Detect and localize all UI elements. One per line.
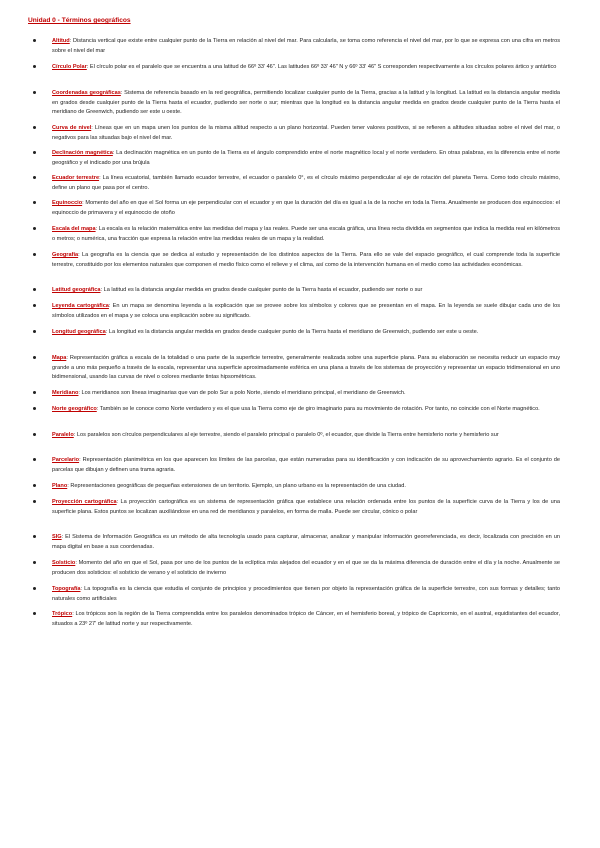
term-name: Declinación magnética <box>52 150 113 156</box>
term-definition: : Los trópicos son la región de la Tierra comprendida entre los paralelos denominados trópico de Cáncer, en el hemisferio boreal, y trópico de Capricornio, en el austral, equidistantes del ecuador, situados a 23º 27' de latitud norte y sur respectivamente. <box>52 611 560 627</box>
term-name: Coordenadas geográficas <box>52 90 121 96</box>
bullet-icon <box>33 356 36 359</box>
term-name: Plano <box>52 483 68 489</box>
term-definition: : Los paralelos son círculos perpendiculares al eje terrestre, siendo el paralelo principal o paralelo 0º, el ecuador, que divide la Tierra entre hemisferio norte y hemisferio sur <box>73 432 499 438</box>
term-definition: : El círculo polar es el paralelo que se encuentra a una latitud de 66º 33' 46". Las latitudes 66º 33' 46" N y 66º 33' 46" S corresponden respectivamente a los círculos polares ártico y antártico <box>86 64 557 70</box>
bullet-icon <box>33 587 36 590</box>
bullet-icon <box>33 612 36 615</box>
term-definition: : La topografía es la ciencia que estudia el conjunto de principios y procedimientos que tienen por objeto la representación gráfica de la superficie terrestre, con sus formas y detalles; tanto naturales como artificiales <box>52 586 560 602</box>
term-definition: : La declinación magnética en un punto de la Tierra es el ángulo comprendido entre el norte magnético local y el norte verdadero. En otras palabras, es la diferencia entre el norte geográfico y el indicado por una brújula <box>52 150 560 166</box>
term-paragraph <box>52 328 560 338</box>
term-paragraph <box>52 585 560 604</box>
bullet-icon <box>33 288 36 291</box>
term-definition: : La escala es la relación matemática entre las medidas del mapa y las reales. Puede ser una escala gráfica, una línea recta dividida en segmentos que indica la medida real en kilómetros o metros; o numérica, una fracción que expresa la relación entre las medidas reales de un mapa y la realidad. <box>52 226 560 242</box>
term-name: Norte geográfico <box>52 406 97 412</box>
term-name: Paralelo <box>52 432 74 438</box>
term-name: Curva de nivel <box>52 125 92 131</box>
bullet-icon <box>33 65 36 68</box>
term-name: Longitud geográfica <box>52 329 106 335</box>
bullet-icon <box>33 126 36 129</box>
bullet-icon <box>33 500 36 503</box>
bullet-icon <box>33 433 36 436</box>
term-definition: : La latitud es la distancia angular medida en grados desde cualquier punto de la Tierra hasta el ecuador, pudiendo ser norte o sur <box>100 287 423 293</box>
term-paragraph <box>52 124 560 143</box>
term-paragraph <box>52 610 560 629</box>
term-definition: : Representaciones geográficas de pequeñas extensiones de un territorio. Ejemplo, un plano urbano es la representación de una ciudad. <box>67 483 406 489</box>
term-definition: : Momento del año en que el Sol, pasa por uno de los puntos de la eclíptica más alejados del ecuador y en el que se da la máxima diferencia de duración entre el día y la noche. Anualmente se producen dos solsticios: el solsticio de verano y el solsticio de invierno <box>52 560 560 576</box>
term-name: Geografía <box>52 252 79 258</box>
term-name: Proyección cartográfica <box>52 499 117 505</box>
term-name: Ecuador terrestre <box>52 175 100 181</box>
term-definition: : Representación gráfica a escala de la totalidad o una parte de la superficie terrestre, generalmente realizada sobre una superficie plana. Para su elaboración se necesita reducir un espacio muy grande a uno más pequeño a través de la escala, representar una superficie aproximadamente esférica en una plana a través de los sistemas de proyección y representar un espacio tridimensional en uno bidimensional, usando las curvas de nivel o colores mediante tintas hipsométricas. <box>52 355 560 381</box>
term-name: Solsticio <box>52 560 76 566</box>
bullet-icon <box>33 458 36 461</box>
term-paragraph <box>52 37 560 56</box>
term-name: Latitud geográfica <box>52 287 101 293</box>
term-paragraph <box>52 456 560 475</box>
term-name: Parcelario <box>52 457 80 463</box>
term-name: Escala del mapa <box>52 226 96 232</box>
term-paragraph <box>52 559 560 578</box>
term-name: Mapa <box>52 355 67 361</box>
term-name: Altitud <box>52 38 70 44</box>
bullet-icon <box>33 484 36 487</box>
bullet-icon <box>33 330 36 333</box>
term-paragraph <box>52 199 560 218</box>
term-paragraph <box>52 354 560 383</box>
term-definition: : En un mapa se denomina leyenda a la explicación que se provee sobre los símbolos y colores que se presentan en el mapa. En la leyenda se suele dibujar cada uno de los símbolos utilizados en el mapa y se coloca una explicación sobre su significado. <box>52 303 560 319</box>
term-paragraph <box>52 405 560 415</box>
term-definition: : Sistema de referencia basado en la red geográfica, permitiendo localizar cualquier punto de la Tierra, gracias a la latitud y la longitud. La latitud es la distancia angular medida en grados desde cualquier punto de la Tierra hasta el ecuador, pudiendo ser norte o sur; mientras que la longitud es la distancia angular medida en grados desde cualquier punto de la Tierra hasta el meridiano de Greenwich, pudiendo ser este u oeste. <box>52 90 560 116</box>
term-definition: : La longitud es la distancia angular medida en grados desde cualquier punto de la Tierra hasta el meridiano de Greenwich, pudiendo ser este u oeste. <box>105 329 479 335</box>
term-paragraph <box>52 389 560 399</box>
term-name: Leyenda cartográfica <box>52 303 109 309</box>
term-paragraph <box>52 533 560 552</box>
term-name: Equinoccio <box>52 200 83 206</box>
bullet-icon <box>33 407 36 410</box>
term-name: Trópico <box>52 611 73 617</box>
term-definition: : Distancia vertical que existe entre cualquier punto de la Tierra en relación al nivel del mar. Para calcularla, se toma como referencia el nivel del mar, por lo que se expresa con una cifra en metros sobre el nivel del mar <box>52 38 560 54</box>
bullet-icon <box>33 391 36 394</box>
term-name: Topografía <box>52 586 81 592</box>
term-paragraph <box>52 286 560 296</box>
bullet-icon <box>33 535 36 538</box>
term-definition: : La geografía es la ciencia que se dedica al estudio y representación de los distintos aspectos de la Tierra. Para ello se vale del espacio geográfico, el cual comprende toda la superficie terrestre, constituido por los elementos naturales que componen el medio físico como el relieve y el clima, así como de la intervención humana en el medio como las actividades económicas. <box>52 252 560 268</box>
term-paragraph <box>52 174 560 193</box>
bullet-icon <box>33 151 36 154</box>
term-definition: : Representación planimétrica en los que aparecen los límites de las parcelas, que están numeradas para su identificación y con indicación de su aprovechamiento agrario. Es el conjunto de parcelas que dibujan y definen una trama agraria. <box>52 457 560 473</box>
term-definition: : La proyección cartográfica es un sistema de representación gráfica que establece una relación ordenada entre los puntos de la superficie curva de la Tierra y los de una superficie plana. Estos puntos se localizan auxiliándose en una red de meridianos y paralelos, en forma de malla. Puede ser circular, cónico o polar <box>52 499 561 515</box>
bullet-icon <box>33 201 36 204</box>
term-definition: : También se le conoce como Norte verdadero y es el que usa la Tierra como eje de giro imaginario para su movimiento de rotación. Por tanto, no coincide con el Norte magnético. <box>96 406 540 412</box>
term-name: Meridiano <box>52 390 79 396</box>
term-name: SIG <box>52 534 62 540</box>
bullet-icon <box>33 253 36 256</box>
bullet-icon <box>33 91 36 94</box>
term-paragraph <box>52 498 560 517</box>
bullet-icon <box>33 227 36 230</box>
term-paragraph <box>52 431 560 441</box>
unit-heading: Unidad 0 - Términos geográficos <box>28 17 131 24</box>
term-definition: : Líneas que en un mapa unen los puntos de la misma altitud respecto a un plano horizontal. Pueden tener valores positivos, si se refieren a altitudes situadas sobre el nivel del mar, o negativos para las situadas bajo el nivel del mar. <box>52 125 560 141</box>
term-paragraph <box>52 225 560 244</box>
term-paragraph <box>52 89 560 118</box>
term-paragraph <box>52 251 560 270</box>
bullet-icon <box>33 176 36 179</box>
term-paragraph <box>52 482 560 492</box>
term-definition: : Los meridianos son líneas imaginarias que van de polo Sur a polo Norte, siendo el meridiano principal, el meridiano de Greenwich. <box>78 390 406 396</box>
term-definition: : Momento del año en que el Sol forma un eje perpendicular con el ecuador y en que la duración del día es igual a la de la noche en toda la Tierra. Anualmente se producen dos equinoccios: el equinoccio de primavera y el equinoccio de otoño <box>52 200 560 216</box>
term-name: Círculo Polar <box>52 64 87 70</box>
bullet-icon <box>33 304 36 307</box>
term-paragraph <box>52 302 560 321</box>
term-definition: : El Sistema de Información Geográfica es un método de alta tecnología usado para capturar, almacenar, analizar y manipular información georreferenciada, es decir, localizada con precisión en un mapa digital en base a sus coordenadas. <box>52 534 560 550</box>
bullet-icon <box>33 39 36 42</box>
term-paragraph <box>52 63 560 73</box>
term-paragraph <box>52 149 560 168</box>
term-definition: : La línea ecuatorial, también llamado ecuador terrestre, el ecuador o paralelo 0°, es el círculo máximo perpendicular al eje de rotación del planeta Tierra. Como todo círculo máximo, define un plano que pasa por el centro. <box>52 175 560 191</box>
bullet-icon <box>33 561 36 564</box>
